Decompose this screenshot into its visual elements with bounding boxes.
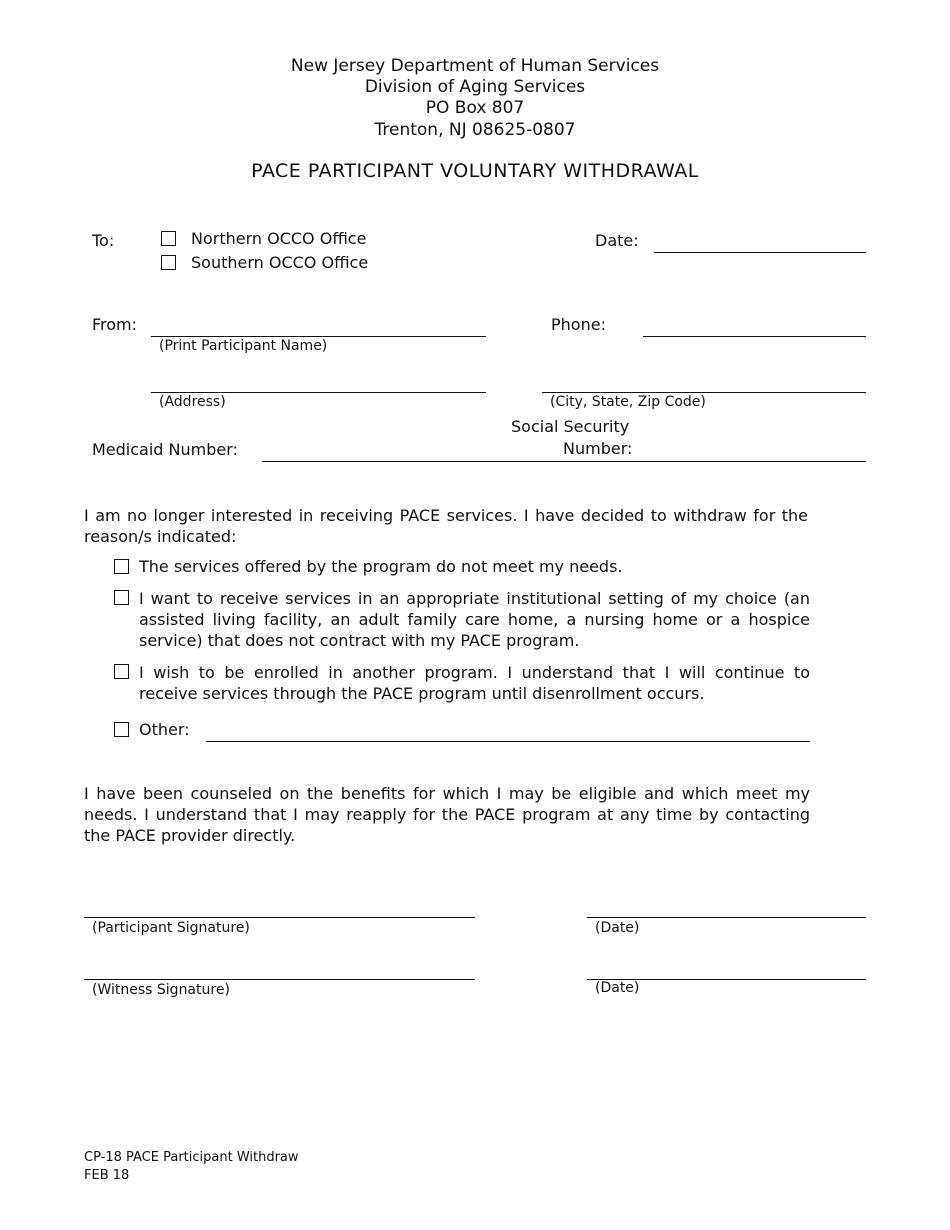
po-box: PO Box 807 [425,98,525,118]
witness-date-caption: (Date) [595,980,640,996]
counsel-paragraph: I have been counseled on the benefits for which I may be eligible and which meet my needs. I understand that I may reapply for the PACE program at any time by contacting the PACE provider directly. [84,784,810,845]
reason-other-program-label: I wish to be enrolled in another program. I understand that I will continue to receive services through the PACE program until disenrollment occurs. [139,663,810,703]
participant-signature-caption: (Participant Signature) [92,920,250,936]
reason-institution-label: I want to receive services in an appropriate institutional setting of my choice (an assisted living facility, an adult family care home, a nursing home or a hospice service) that does not contract with my PACE program. [139,589,810,650]
form-code: CP-18 PACE Participant Withdraw [84,1150,299,1165]
intro-paragraph: I am no longer interested in receiving PACE services. I have decided to withdraw for the reason/s indicated: [84,506,808,546]
address-field[interactable] [151,392,486,393]
to-label: To: [92,231,115,250]
reason-other-field[interactable] [206,741,810,742]
division-name: Division of Aging Services [364,77,586,97]
reason-other-program-checkbox[interactable] [114,664,129,679]
city-state-zip-caption: (City, State, Zip Code) [550,394,706,410]
reason-other-checkbox[interactable] [114,722,129,737]
witness-signature-caption: (Witness Signature) [92,982,230,998]
witness-signature-field[interactable] [84,979,475,980]
phone-label: Phone: [551,315,606,334]
reason-needs-label: The services offered by the program do not meet my needs. [139,557,623,576]
agency-name: New Jersey Department of Human Services [290,56,660,76]
participant-name-field[interactable] [151,336,486,337]
from-label: From: [92,315,138,334]
city-address: Trenton, NJ 08625-0807 [374,120,576,140]
ssn-label-line1: Social Security [511,417,630,436]
address-caption: (Address) [159,394,226,410]
reason-needs-checkbox[interactable] [114,559,129,574]
phone-field[interactable] [643,336,866,337]
city-state-zip-field[interactable] [542,392,866,393]
medicaid-label: Medicaid Number: [92,440,238,459]
medicaid-ssn-field[interactable] [262,461,866,462]
participant-date-caption: (Date) [595,920,640,936]
participant-date-field[interactable] [587,917,866,918]
date-label: Date: [595,231,639,250]
reason-other-label: Other: [139,720,190,739]
form-title: PACE PARTICIPANT VOLUNTARY WITHDRAWAL [251,160,699,182]
northern-office-label: Northern OCCO Office [191,229,367,248]
reason-institution-checkbox[interactable] [114,590,129,605]
southern-office-label: Southern OCCO Office [191,253,369,272]
southern-office-checkbox[interactable] [161,255,176,270]
northern-office-checkbox[interactable] [161,231,176,246]
ssn-label-line2: Number: [563,439,633,458]
form-revision-date: FEB 18 [84,1168,130,1183]
participant-signature-field[interactable] [84,917,475,918]
participant-name-caption: (Print Participant Name) [159,338,328,354]
date-field[interactable] [654,252,866,253]
